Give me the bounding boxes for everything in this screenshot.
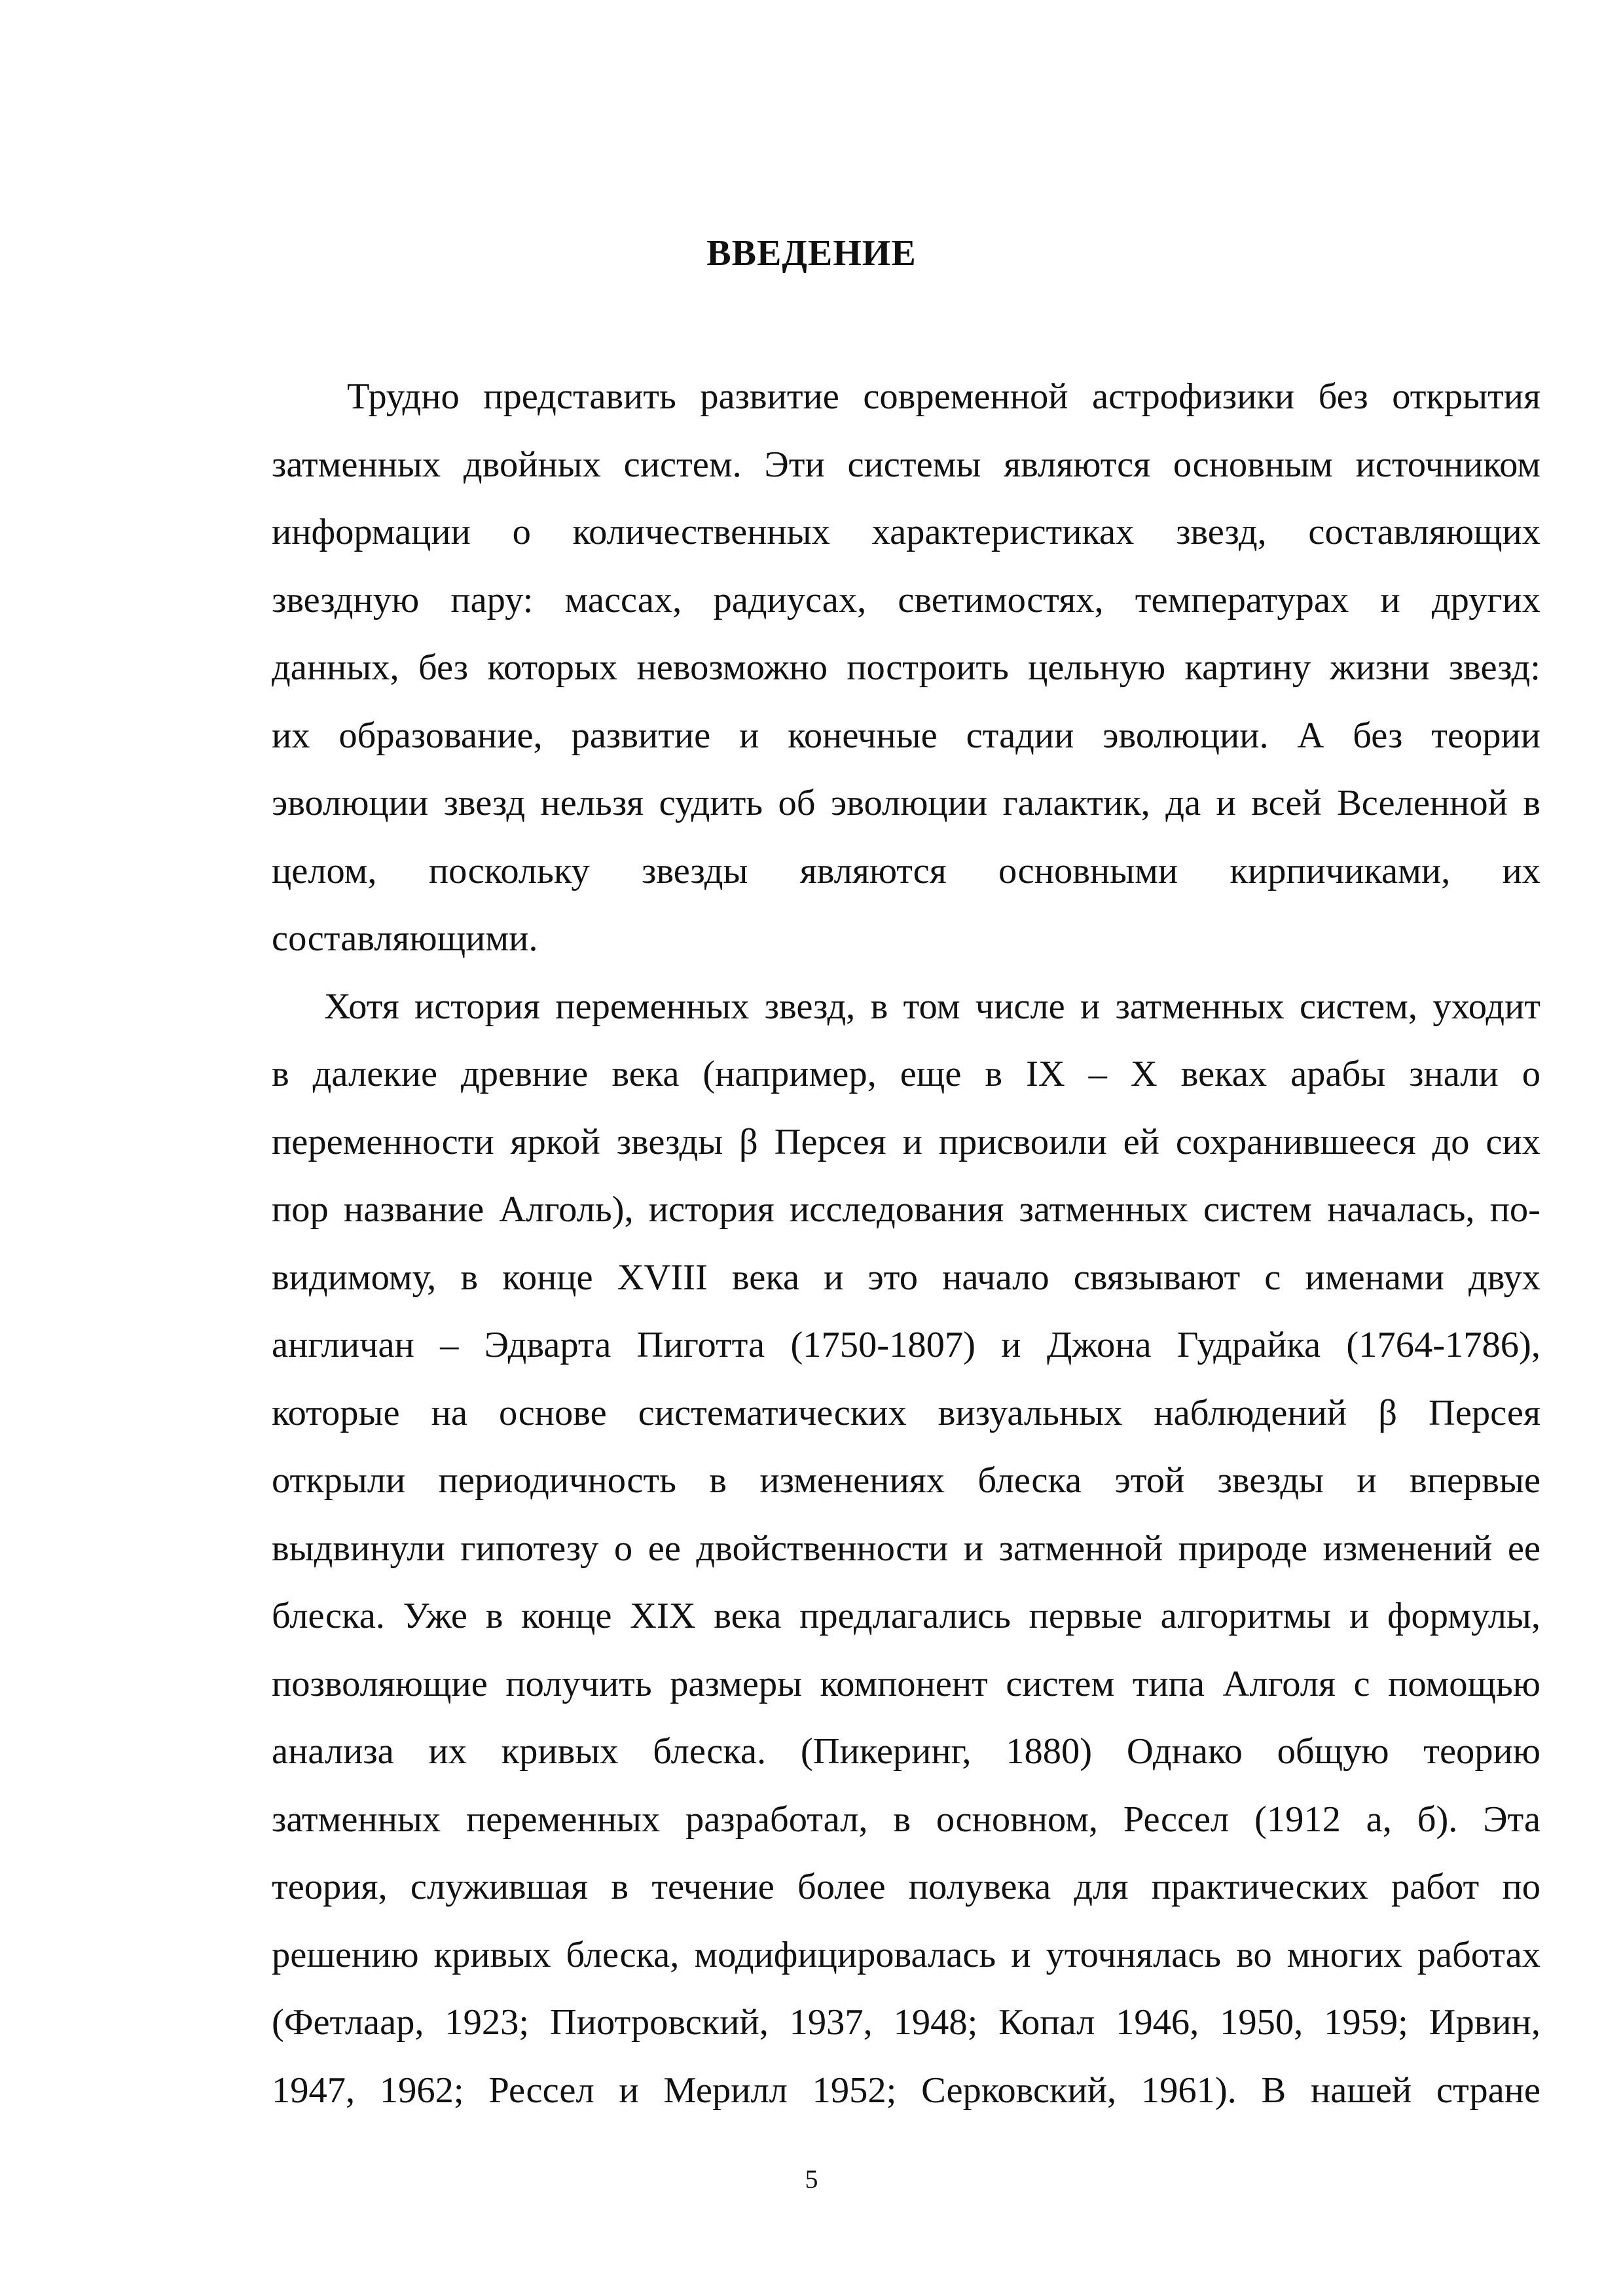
paragraph-line: позволяющие получить размеры компонент систем типа Алголя с помощью xyxy=(272,1663,1541,1704)
paragraph-line: пор название Алголь), история исследования затменных систем началась, по- xyxy=(272,1189,1541,1230)
paragraph-line: информации о количественных характеристиках звезд, составляющих xyxy=(272,512,1541,552)
body-text xyxy=(272,363,1541,2125)
paragraph-last-line: составляющими. xyxy=(272,918,538,959)
paragraph-line: которые на основе систематических визуальных наблюдений β Персея xyxy=(272,1392,1541,1433)
paragraph-line: открыли периодичность в изменениях блеска этой звезды и впервые xyxy=(272,1460,1541,1501)
paragraph-line: эволюции звезд нельзя судить об эволюции галактик, да и всей Вселенной в xyxy=(272,783,1541,823)
paragraph-1 xyxy=(272,363,1541,973)
paragraph-line: переменности яркой звезды β Персея и присвоили ей сохранившееся до сих xyxy=(272,1121,1541,1162)
paragraph-line: звездную пару: массах, радиусах, светимостях, температурах и других xyxy=(272,579,1541,620)
paragraph-2 xyxy=(272,973,1541,2125)
paragraph-line: Трудно представить развитие современной астрофизики без открытия xyxy=(347,376,1541,417)
paragraph-line: затменных переменных разработал, в основном, Рессел (1912 а, б). Эта xyxy=(272,1799,1541,1840)
paragraph-line: анализа их кривых блеска. (Пикеринг, 1880) Однако общую теорию xyxy=(272,1731,1541,1772)
paragraph-line: Хотя история переменных звезд, в том числе и затменных систем, уходит xyxy=(324,986,1541,1027)
paragraph-line: данных, без которых невозможно построить цельную картину жизни звезд: xyxy=(272,647,1541,688)
paragraph-line: (Фетлаар, 1923; Пиотровский, 1937, 1948; Копал 1946, 1950, 1959; Ирвин, xyxy=(272,2002,1541,2043)
page-heading: ВВЕДЕНИЕ xyxy=(706,233,917,274)
paragraph-line: англичан – Эдварта Пиготта (1750-1807) и Джона Гудрайка (1764-1786), xyxy=(272,1325,1541,1365)
page-number: 5 xyxy=(805,2164,818,2194)
paragraph-line: 1947, 1962; Рессел и Мерилл 1952; Серковский, 1961). В нашей стране xyxy=(272,2070,1541,2111)
paragraph-line: видимому, в конце XVIII века и это начало связывают с именами двух xyxy=(272,1257,1541,1298)
paragraph-line: в далекие древние века (например, еще в IX – X веках арабы знали о xyxy=(272,1054,1541,1094)
paragraph-line: выдвинули гипотезу о ее двойственности и затменной природе изменений ее xyxy=(272,1528,1541,1569)
paragraph-line: теория, служившая в течение более полувека для практических работ по xyxy=(272,1867,1541,1907)
paragraph-line: блеска. Уже в конце XIX века предлагались первые алгоритмы и формулы, xyxy=(272,1596,1541,1636)
paragraph-line: решению кривых блеска, модифицировалась и уточнялась во многих работах xyxy=(272,1934,1541,1975)
paragraph-line: затменных двойных систем. Эти системы являются основным источником xyxy=(272,444,1541,485)
paragraph-line: их образование, развитие и конечные стадии эволюции. А без теории xyxy=(272,715,1541,756)
paragraph-line: целом, поскольку звезды являются основными кирпичиками, их xyxy=(272,850,1541,891)
